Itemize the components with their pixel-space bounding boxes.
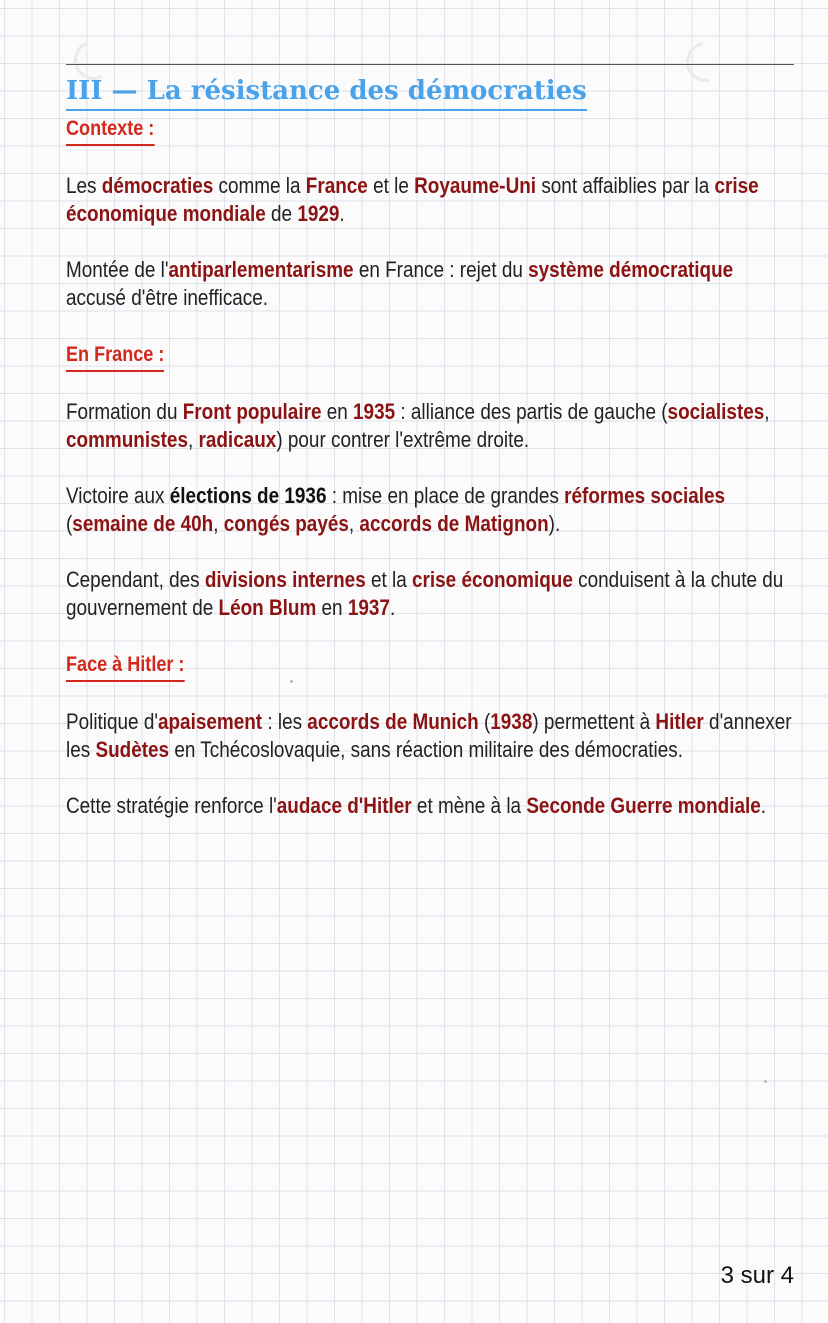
keyword: Hitler (655, 709, 704, 734)
text-run: , (187, 427, 199, 452)
text-run: : les (262, 709, 308, 734)
text-run: ( (478, 709, 491, 734)
text-run: ). (548, 511, 561, 536)
text-run: Formation du (66, 399, 183, 424)
keyword: semaine de 40h (72, 511, 214, 536)
text-run: en France : rejet du (353, 257, 529, 282)
text-run: en (316, 595, 348, 620)
text-run: en Tchécoslovaquie, sans réaction militaire des démocraties. (169, 737, 683, 762)
section-heading: Contexte : (66, 114, 154, 146)
punch-hole-mark (678, 34, 734, 90)
paragraph (66, 398, 792, 454)
keyword: 1929 (297, 201, 340, 226)
keyword: Front populaire (182, 399, 322, 424)
section-heading: En France : (66, 340, 164, 372)
text-run: et le (367, 173, 415, 198)
text-run: et mène à la (411, 793, 527, 818)
text-run: . (760, 793, 767, 818)
keyword: audace d'Hitler (276, 793, 412, 818)
keyword: apaisement (157, 709, 263, 734)
text-run: ) pour contrer l'extrême droite. (276, 427, 530, 452)
text-run: Les (66, 173, 102, 198)
keyword: démocraties (101, 173, 214, 198)
section-heading: Face à Hitler : (66, 650, 184, 682)
keyword: Seconde Guerre mondiale (526, 793, 761, 818)
text-run: accusé d'être inefficace. (66, 285, 269, 310)
paragraph (66, 708, 792, 764)
keyword: congés payés (223, 511, 349, 536)
paper-speck (764, 1080, 767, 1083)
text-run: Victoire aux (66, 483, 170, 508)
text-run: : alliance des partis de gauche ( (395, 399, 668, 424)
document-title: III — La résistance des démocraties (66, 73, 587, 111)
keyword: communistes (66, 427, 188, 452)
paper-speck (290, 680, 293, 683)
text-run: : mise en place de grandes (326, 483, 565, 508)
keyword: Royaume-Uni (414, 173, 537, 198)
text-run: en (321, 399, 354, 424)
keyword: élections de 1936 (169, 483, 327, 508)
text-run: Cette stratégie renforce l' (66, 793, 277, 818)
text-run: . (389, 595, 396, 620)
paragraph (66, 566, 792, 622)
keyword: réformes sociales (564, 483, 726, 508)
top-rule (66, 64, 794, 65)
paragraph (66, 482, 792, 538)
keyword: accords de Munich (307, 709, 479, 734)
keyword: antiparlementarisme (168, 257, 354, 282)
text-run: de (265, 201, 298, 226)
keyword: France (305, 173, 368, 198)
keyword: système démocratique (528, 257, 734, 282)
keyword: socialistes (667, 399, 765, 424)
text-run: ( (66, 511, 73, 536)
text-run: , (764, 399, 770, 424)
text-run: , (348, 511, 360, 536)
text-run: sont affaiblies par la (536, 173, 715, 198)
keyword: 1937 (347, 595, 390, 620)
text-run: conduisent à la chute du gouvernement de (66, 567, 784, 620)
text-run: comme la (213, 173, 306, 198)
document-body (66, 114, 794, 848)
keyword: Sudètes (95, 737, 170, 762)
text-run: et la (365, 567, 413, 592)
keyword: crise économique mondiale (66, 173, 759, 226)
keyword: 1938 (490, 709, 533, 734)
text-run: Montée de l' (66, 257, 169, 282)
keyword: radicaux (198, 427, 277, 452)
keyword: Léon Blum (218, 595, 317, 620)
paragraph (66, 256, 792, 312)
keyword: divisions internes (204, 567, 366, 592)
keyword: 1935 (353, 399, 396, 424)
paragraph (66, 172, 792, 228)
keyword: crise économique (412, 567, 573, 592)
text-run: Politique d' (66, 709, 158, 734)
text-run: d'annexer les (66, 709, 792, 762)
text-run: Cependant, des (66, 567, 205, 592)
keyword: accords de Matignon (359, 511, 549, 536)
paragraph (66, 792, 792, 820)
page-number: 3 sur 4 (720, 1262, 794, 1289)
text-run: ) permettent à (532, 709, 656, 734)
text-run: . (339, 201, 345, 226)
text-run: , (213, 511, 224, 536)
